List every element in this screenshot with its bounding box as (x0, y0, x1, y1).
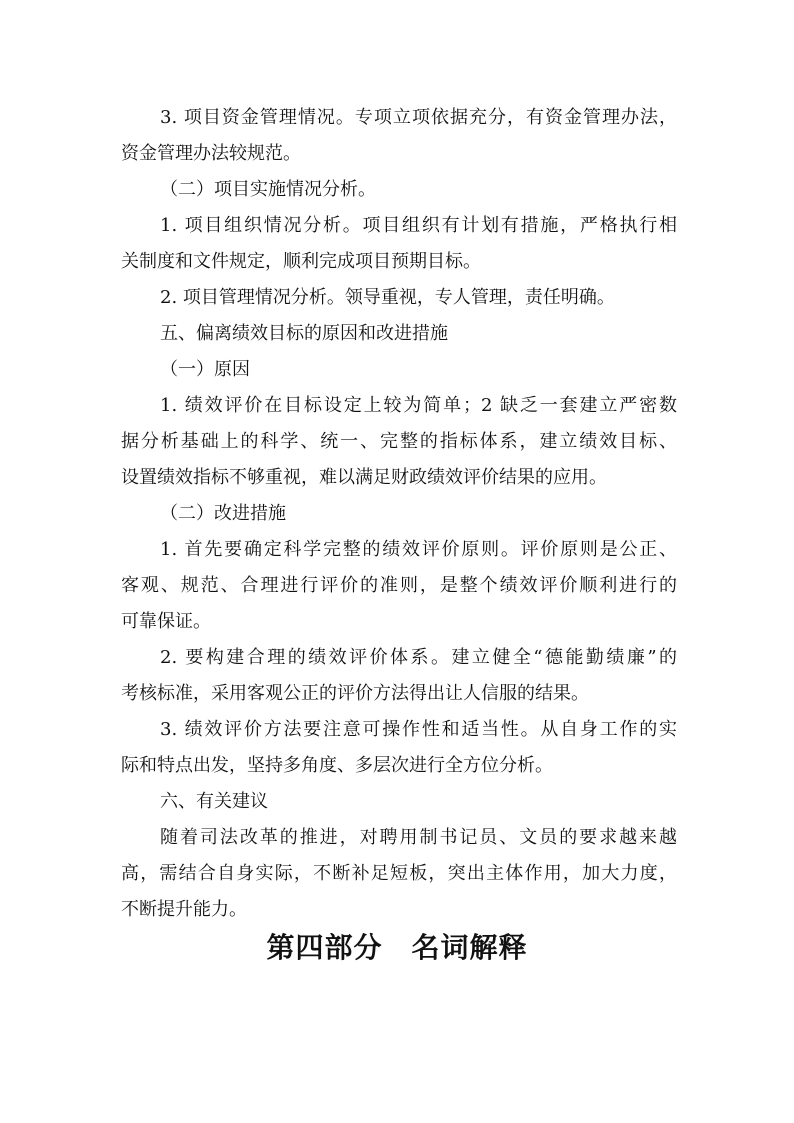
part-title: 第四部分 名词解释 (266, 931, 528, 964)
paragraph-line: 2. 要构建合理的绩效评价体系。建立健全“德能勤绩廉”的 (160, 647, 677, 668)
paragraph-line: 3. 绩效评价方法要注意可操作性和适当性。从自身工作的实 (160, 719, 677, 740)
paragraph-line: 可靠保证。 (121, 611, 211, 632)
paragraph-line: 客观、规范、合理进行评价的准则，是整个绩效评价顺利进行的 (121, 575, 677, 596)
paragraph-line: 2. 项目管理情况分析。领导重视，专人管理，责任明确。 (160, 287, 615, 308)
paragraph-line: 1. 项目组织情况分析。项目组织有计划有措施，严格执行相 (160, 215, 677, 236)
section-heading: 六、有关建议 (160, 791, 268, 812)
subsection-heading: （一）原因 (160, 359, 250, 380)
paragraph-line: 设置绩效指标不够重视，难以满足财政绩效评价结果的应用。 (121, 467, 607, 488)
paragraph-line: 际和特点出发，坚持多角度、多层次进行全方位分析。 (121, 755, 553, 776)
paragraph-line: 3. 项目资金管理情况。专项立项依据充分，有资金管理办法， (160, 107, 677, 128)
paragraph-line: 随着司法改革的推进，对聘用制书记员、文员的要求越来越 (160, 827, 677, 848)
subsection-heading: （二）项目实施情况分析。 (160, 179, 376, 200)
subsection-heading: （二）改进措施 (160, 503, 286, 524)
paragraph-line: 不断提升能力。 (121, 899, 247, 920)
section-heading: 五、偏离绩效目标的原因和改进措施 (160, 323, 448, 344)
paragraph-line: 高，需结合自身实际，不断补足短板，突出主体作用，加大力度， (121, 863, 677, 884)
paragraph-line: 关制度和文件规定，顺利完成项目预期目标。 (121, 251, 481, 272)
paragraph-line: 据分析基础上的科学、统一、完整的指标体系，建立绩效目标、 (121, 431, 677, 452)
paragraph-line: 考核标准，采用客观公正的评价方法得出让人信服的结果。 (121, 683, 589, 704)
paragraph-line: 资金管理办法较规范。 (121, 143, 301, 164)
paragraph-line: 1. 绩效评价在目标设定上较为简单；2 缺乏一套建立严密数 (160, 395, 677, 416)
paragraph-line: 1. 首先要确定科学完整的绩效评价原则。评价原则是公正、 (160, 539, 677, 560)
